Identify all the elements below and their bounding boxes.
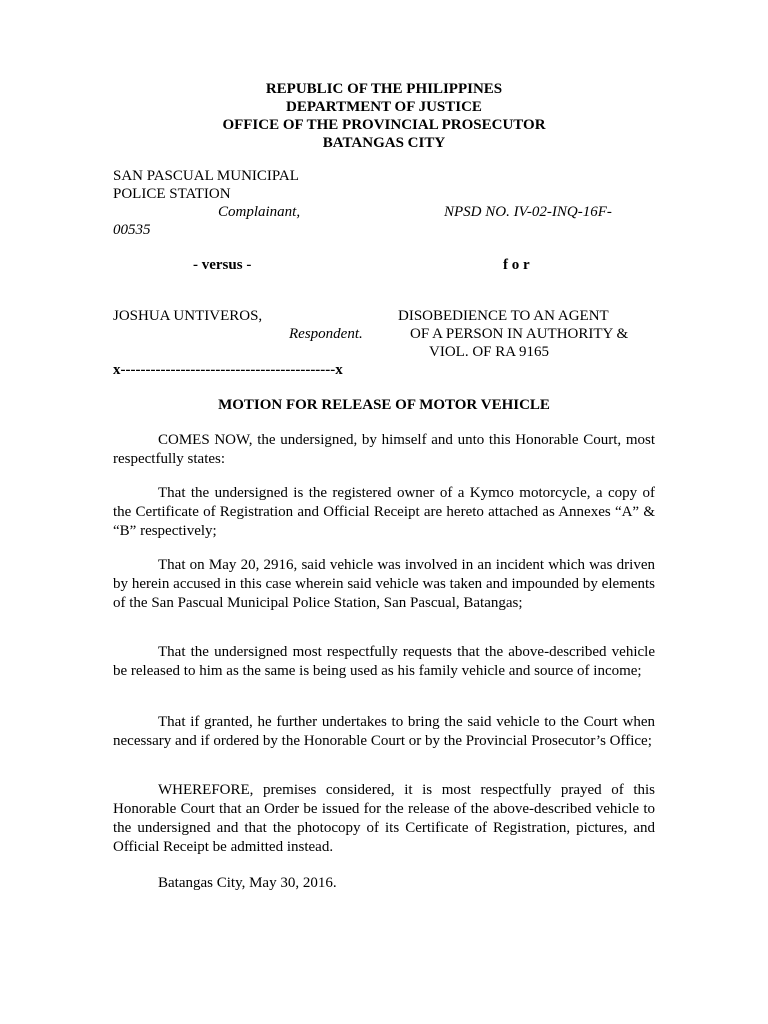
caption-separator: x-------------------------------------------x (113, 362, 343, 378)
offense-line2: OF A PERSON IN AUTHORITY & (410, 326, 629, 342)
paragraph-text: That on May 20, 2916, said vehicle was involved in an incident which was driven by herein accused in this case wherein said vehicle was taken and impounded by elements of the San Pascual Municipal Police Station, San Pascual, Batangas; (113, 557, 655, 611)
paragraph-date-place (113, 874, 655, 893)
paragraph-text: COMES NOW, the undersigned, by himself and unto this Honorable Court, most respectfully states: (113, 432, 655, 467)
paragraph-comes-now (113, 431, 655, 469)
paragraph-text: Batangas City, May 30, 2016. (158, 875, 337, 891)
respondent-name: JOSHUA UNTIVEROS, (113, 308, 263, 324)
paragraph-text: That if granted, he further undertakes to bring the said vehicle to the Court when necessary and if ordered by the Honorable Court or by the Provincial Prosecutor’s Office; (113, 714, 655, 749)
paragraph-text: That the undersigned most respectfully requests that the above-described vehicle be released to him as the same is being used as his family vehicle and source of income; (113, 644, 655, 679)
header-republic: REPUBLIC OF THE PHILIPPINES (265, 81, 503, 97)
offense-line1: DISOBEDIENCE TO AN AGENT (398, 308, 609, 324)
paragraph-wherefore (113, 781, 655, 857)
respondent-role: Respondent. (289, 326, 363, 342)
header-department: DEPARTMENT OF JUSTICE (286, 99, 482, 115)
complainant-name-line1: SAN PASCUAL MUNICIPAL (113, 168, 299, 184)
paragraph-ownership (113, 484, 655, 541)
offense-line3: VIOL. OF RA 9165 (429, 344, 550, 360)
for-label: f o r (503, 257, 530, 273)
case-number-line1: NPSD NO. IV-02-INQ-16F- (444, 204, 612, 220)
paragraph-incident (113, 556, 655, 613)
versus-label: - versus - (193, 257, 252, 273)
case-number-line2: 00535 (113, 222, 151, 238)
header-office: OFFICE OF THE PROVINCIAL PROSECUTOR (222, 117, 546, 133)
motion-title: MOTION FOR RELEASE OF MOTOR VEHICLE (218, 397, 550, 413)
paragraph-undertaking (113, 713, 655, 751)
paragraph-text: WHEREFORE, premises considered, it is most respectfully prayed of this Honorable Court that an Order be issued for the release of the above-described vehicle to the undersigned and that the photocopy of its Certificate of Registration, pictures, and Official Receipt be admitted instead. (113, 782, 655, 855)
header-city: BATANGAS CITY (322, 135, 446, 151)
complainant-role: Complainant, (218, 204, 301, 220)
paragraph-text: That the undersigned is the registered owner of a Kymco motorcycle, a copy of the Certificate of Registration and Official Receipt are hereto attached as Annexes “A” & “B” respectively; (113, 485, 655, 539)
complainant-name-line2: POLICE STATION (113, 186, 231, 202)
paragraph-request (113, 643, 655, 681)
